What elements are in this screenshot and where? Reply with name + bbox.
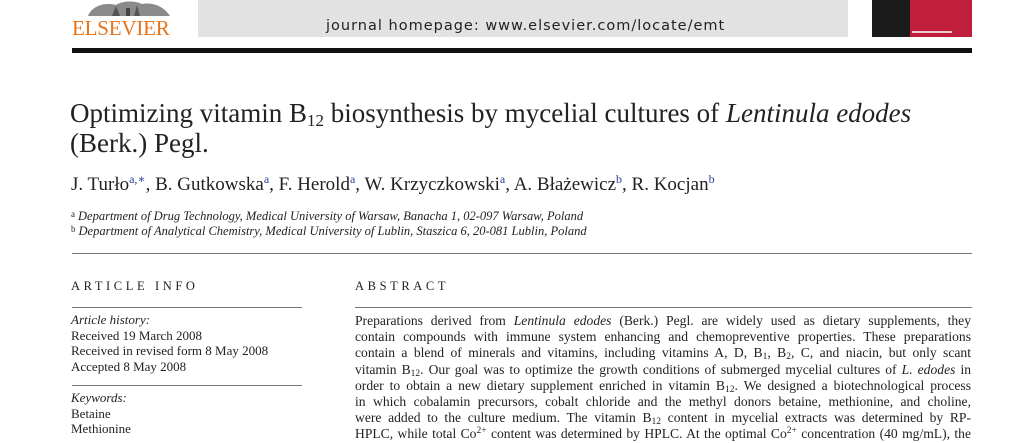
author-name: W. Krzyczkowski [364, 174, 500, 195]
affiliation-link[interactable]: a [349, 172, 356, 186]
affiliation-text: Department of Analytical Chemistry, Medical University of Lublin, Staszica 6, 20-081 Lublin, Poland [78, 224, 587, 238]
affiliation-link[interactable]: a [499, 172, 506, 186]
affiliation-marker: a [71, 209, 75, 219]
author-name: R. Kocjan [631, 174, 709, 195]
abstract-heading: ABSTRACT [355, 279, 450, 293]
affiliation-b [71, 222, 971, 239]
abstract-text [355, 313, 971, 443]
abstract-line: were added to the culture medium. The vitamin $B_{12}$ content in mycelial extracts was determined by RP- [355, 410, 971, 428]
journal-cover-thumbnail[interactable] [872, 0, 972, 37]
section-divider [72, 253, 972, 254]
abstract-line: HPLC, while total $Co^{2+}$ content was determined by HPLC. At the optimal $Co^{2+}$ concentration (40 mg/mL), the [355, 426, 972, 442]
tree-logo-icon [82, 0, 174, 16]
keyword-item: Betaine [71, 405, 111, 421]
article-history [71, 312, 268, 374]
author-name: F. Herold [278, 174, 350, 195]
header-rule [72, 48, 972, 53]
cover-stripe [912, 31, 952, 33]
elsevier-logo[interactable] [72, 0, 184, 38]
journal-header [0, 0, 1024, 40]
author-name: J. Turło [71, 174, 130, 195]
abstract-line: contain compounds with immune system enhancing and chemopreventive properties. These preparations [355, 329, 971, 345]
history-received: Received 19 March 2008 [71, 327, 203, 343]
history-accepted: Accepted 8 May 2008 [71, 358, 187, 374]
author-name: B. Gutkowska [155, 174, 264, 195]
affiliation-link[interactable]: a,∗ [129, 172, 146, 186]
keywords-rule [72, 385, 302, 386]
history-label: Article history: [71, 312, 151, 327]
article-title: Optimizing vitamin $B_{12}$ biosynthesis by mycelial cultures of Lentinula edodes (Berk.) Pegl. [70, 98, 912, 158]
article-info-heading: ARTICLE INFO [71, 279, 199, 293]
affiliation-link[interactable]: a [263, 172, 270, 186]
abstract-line: vitamin $B_{12}$. Our goal was to optimize the growth conditions of submerged mycelial cultures of L. edodes in [355, 361, 972, 379]
keywords-label: Keywords: [71, 390, 127, 405]
abstract-line: contain a blend of minerals and vitamins, including vitamins A, D, $B_1$, $B_2$, C, and niacin, but only scant [355, 345, 971, 363]
affiliation-text: Department of Drug Technology, Medical University of Warsaw, Banacha 1, 02-097 Warsaw, Poland [78, 209, 584, 223]
author-name: A. Błażewicz [513, 174, 617, 195]
journal-homepage-link[interactable]: journal homepage: www.elsevier.com/locate/emt [326, 18, 726, 34]
abstract-rule [355, 307, 972, 308]
abstract-line: order to obtain a new dietary supplement enriched in vitamin $B_{12}$. We designed a biotechnological process [355, 377, 971, 395]
affiliation-link[interactable]: b [616, 172, 623, 186]
article-info-rule [72, 307, 302, 308]
history-revised: Received in revised form 8 May 2008 [71, 343, 269, 358]
abstract-line: Preparations derived from Lentinula edodes (Berk.) Pegl. are widely used as dietary supplements, they [355, 313, 971, 328]
affiliation-link[interactable]: b [708, 172, 715, 186]
publisher-name: ELSEVIER [72, 16, 170, 40]
author-list: J. Turło$^{a,∗}$, B. Gutkowska$^a$, F. Herold$^a$, W. Krzyczkowski$^a$, A. Błażewicz$^b$, R. Kocjan$^b$ [71, 172, 715, 195]
affiliation-marker: b [71, 224, 76, 234]
keyword-item: Methionine [71, 421, 131, 436]
keywords-list [71, 390, 131, 437]
abstract-line: in which cobalamin precursors, cobalt chloride and the methyl donors betaine, methionine, and choline, [355, 394, 971, 410]
